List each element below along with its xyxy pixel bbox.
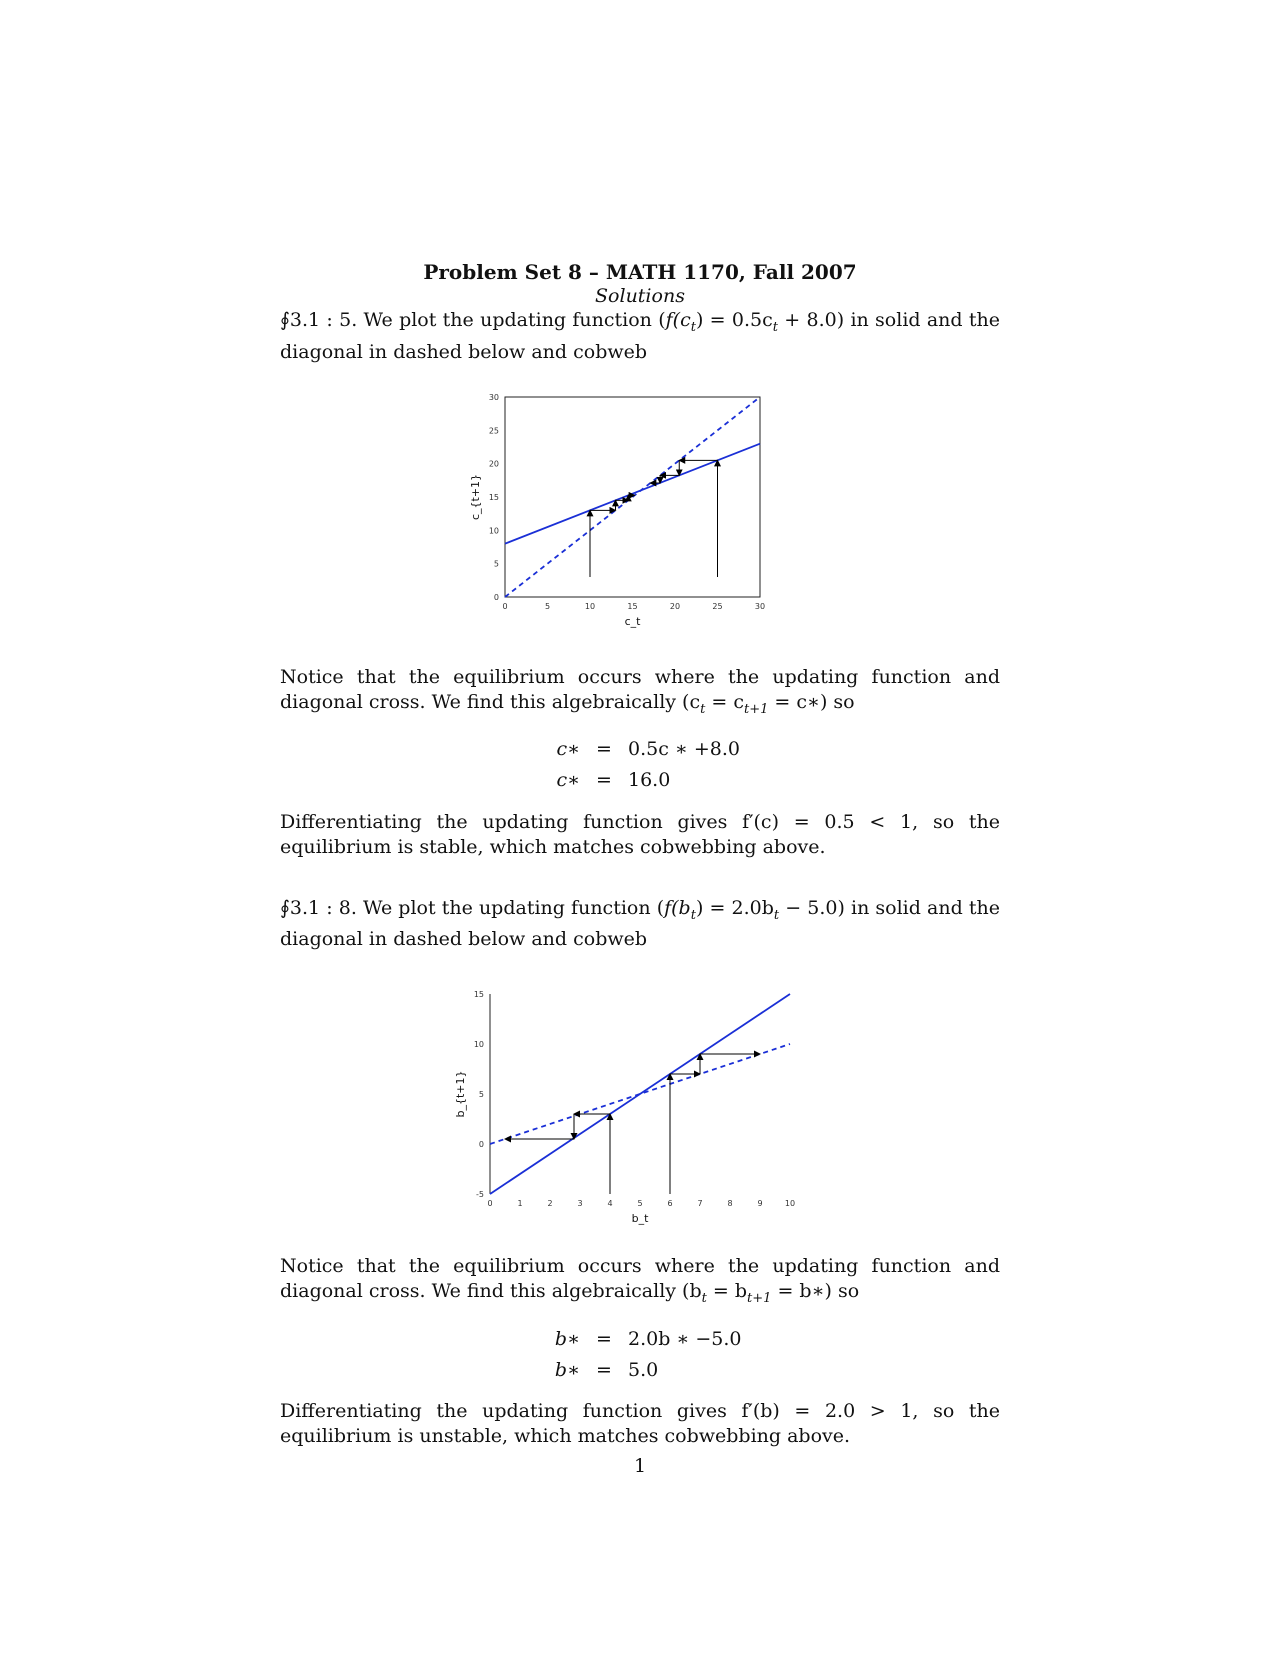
y-tick-label: 0 xyxy=(478,1140,484,1150)
x-tick-label: 10 xyxy=(584,601,596,611)
figure-1 xyxy=(460,385,820,645)
y-tick-label: 10 xyxy=(473,1040,484,1050)
x-tick-label: 0 xyxy=(502,601,508,611)
y-tick-label: 15 xyxy=(488,492,499,502)
document-title: Problem Set 8 – MATH 1170, Fall 2007 xyxy=(423,260,857,284)
problem-2-intro: ∮3.1 : 8. We plot the updating function $(f(b_t) = 2.0b_t - 5.0)$ in solid and the diagonal in dashed below and cobweb xyxy=(280,896,1000,951)
x-tick-label: 5 xyxy=(637,1199,643,1209)
problem-2-equations xyxy=(280,1323,1000,1385)
x-tick-label: 5 xyxy=(544,601,551,611)
equation-row: b∗ = 2.0b ∗ −5.0 xyxy=(554,1327,742,1350)
equation-row: c∗ = 0.5c ∗ +8.0 xyxy=(556,738,740,761)
figure-2 xyxy=(450,972,830,1232)
x-tick-label: 1 xyxy=(517,1199,523,1209)
updating-function-line xyxy=(490,994,790,1194)
y-axis-label: c_{t+1} xyxy=(469,473,482,520)
document-subtitle: Solutions xyxy=(595,285,685,307)
x-tick-label: 30 xyxy=(754,601,766,611)
cobweb-chart-2 xyxy=(450,972,830,1232)
y-tick-label: 10 xyxy=(488,526,499,536)
equation-row: c∗ = 16.0 xyxy=(556,769,671,792)
problem-2-conclusion: Differentiating the updating function gives f′(b) = 2.0 > 1, so the equilibrium is unstable, which matches cobwebbing above. xyxy=(280,1400,1000,1448)
x-tick-label: 9 xyxy=(757,1199,763,1209)
y-tick-label: 5 xyxy=(493,559,499,569)
updating-function-line xyxy=(505,443,760,543)
x-tick-label: 7 xyxy=(697,1199,703,1209)
y-tick-label: 30 xyxy=(488,392,499,402)
x-axis-label: b_t xyxy=(631,1212,649,1226)
x-tick-label: 15 xyxy=(627,601,638,611)
x-tick-label: 8 xyxy=(727,1199,733,1209)
page-number: 1 xyxy=(633,1455,647,1477)
x-tick-label: 4 xyxy=(607,1199,613,1209)
x-tick-label: 10 xyxy=(784,1199,796,1209)
y-axis-label: b_{t+1} xyxy=(454,1070,467,1118)
equation-row: b∗ = 5.0 xyxy=(554,1358,659,1381)
page-content xyxy=(280,260,1000,1449)
y-tick-label: 5 xyxy=(478,1090,484,1100)
problem-1-intro: ∮3.1 : 5. We plot the updating function $(f(c_t) = 0.5c_t + 8.0)$ in solid and the diagonal in dashed below and cobweb xyxy=(280,309,1000,363)
y-tick-label: -5 xyxy=(476,1190,484,1200)
problem-1-label: ∮3.1 : 5. xyxy=(280,309,358,331)
problem-1-notice: Notice that the equilibrium occurs where the updating function and diagonal cross. We find this algebraically ($c_t = c_{t+1}$ = c∗) so xyxy=(280,665,1000,717)
y-tick-label: 15 xyxy=(473,990,484,1000)
y-tick-label: 25 xyxy=(488,426,499,436)
problem-1-conclusion: Differentiating the updating function gives f′(c) = 0.5 < 1, so the equilibrium is stable, which matches cobwebbing above. xyxy=(280,810,1000,858)
y-tick-label: 0 xyxy=(493,592,499,602)
x-tick-label: 0 xyxy=(487,1199,493,1209)
diagonal-line xyxy=(505,397,760,597)
x-tick-label: 6 xyxy=(667,1199,673,1209)
x-tick-label: 25 xyxy=(712,601,723,611)
x-axis-label: c_t xyxy=(624,614,641,628)
x-tick-label: 20 xyxy=(669,601,681,611)
x-tick-label: 3 xyxy=(577,1199,583,1209)
problem-2-notice: Notice that the equilibrium occurs where the updating function and diagonal cross. We find this algebraically ($b_t = b_{t+1}$ = b∗) so xyxy=(280,1255,1000,1307)
problem-2-label: ∮3.1 : 8. xyxy=(280,896,357,919)
problem-1-equations xyxy=(280,734,1000,796)
x-tick-label: 2 xyxy=(547,1199,553,1209)
cobweb-chart-1 xyxy=(460,385,820,645)
y-tick-label: 20 xyxy=(488,459,499,469)
